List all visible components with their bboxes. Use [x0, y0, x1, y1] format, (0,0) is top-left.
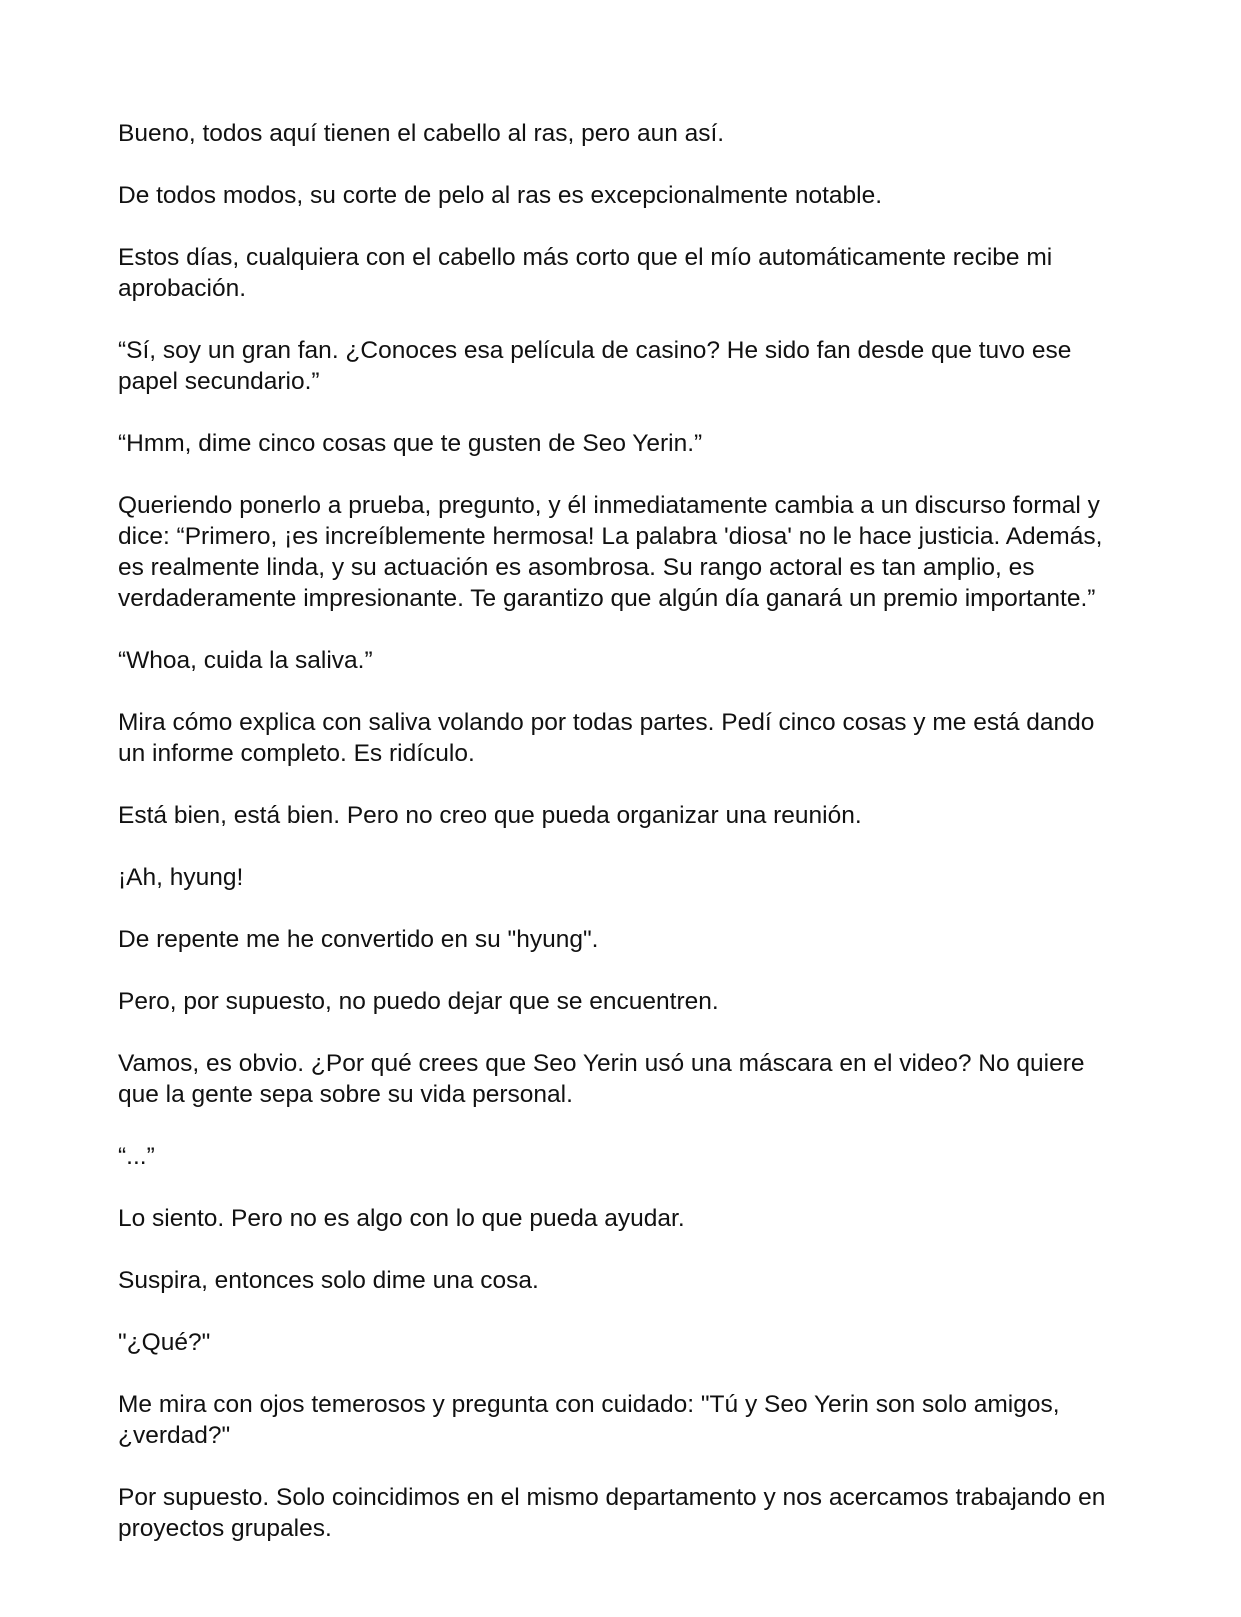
paragraph: “Sí, soy un gran fan. ¿Conoces esa película de casino? He sido fan desde que tuvo ese papel secundario.”	[118, 337, 1072, 395]
paragraph: “...”	[118, 1143, 155, 1170]
paragraph: ¡Ah, hyung!	[118, 864, 244, 891]
paragraph: Mira cómo explica con saliva volando por todas partes. Pedí cinco cosas y me está dando un informe completo. Es ridículo.	[118, 709, 1095, 767]
paragraph: "¿Qué?"	[118, 1329, 211, 1356]
paragraph: Lo siento. Pero no es algo con lo que pueda ayudar.	[118, 1205, 685, 1232]
paragraph: Bueno, todos aquí tienen el cabello al ras, pero aun así.	[118, 120, 725, 147]
document-body	[118, 118, 1128, 1575]
paragraph: Pero, por supuesto, no puedo dejar que se encuentren.	[118, 988, 719, 1015]
paragraph: De todos modos, su corte de pelo al ras es excepcionalmente notable.	[118, 182, 883, 209]
paragraph: Está bien, está bien. Pero no creo que pueda organizar una reunión.	[118, 802, 862, 829]
paragraph: Por supuesto. Solo coincidimos en el mismo departamento y nos acercamos trabajando en proyectos grupales.	[118, 1484, 1106, 1542]
paragraph: Vamos, es obvio. ¿Por qué crees que Seo Yerin usó una máscara en el video? No quiere que la gente sepa sobre su vida personal.	[118, 1050, 1085, 1108]
paragraph: Me mira con ojos temerosos y pregunta con cuidado: "Tú y Seo Yerin son solo amigos, ¿verdad?"	[118, 1391, 1060, 1449]
paragraph: De repente me he convertido en su "hyung".	[118, 926, 599, 953]
paragraph: Queriendo ponerlo a prueba, pregunto, y él inmediatamente cambia a un discurso formal y dice: “Primero, ¡es increíblemente hermosa! La palabra 'diosa' no le hace justicia. Además, es realmente linda, y su actuación es asombrosa. Su rango actoral es tan amplio, es verdaderamente impresionante. Te garantizo que algún día ganará un premio importante.”	[118, 492, 1103, 612]
paragraph: Suspira, entonces solo dime una cosa.	[118, 1267, 539, 1294]
paragraph: “Whoa, cuida la saliva.”	[118, 647, 373, 674]
paragraph: Estos días, cualquiera con el cabello más corto que el mío automáticamente recibe mi aprobación.	[118, 244, 1053, 302]
paragraph: “Hmm, dime cinco cosas que te gusten de Seo Yerin.”	[118, 430, 703, 457]
